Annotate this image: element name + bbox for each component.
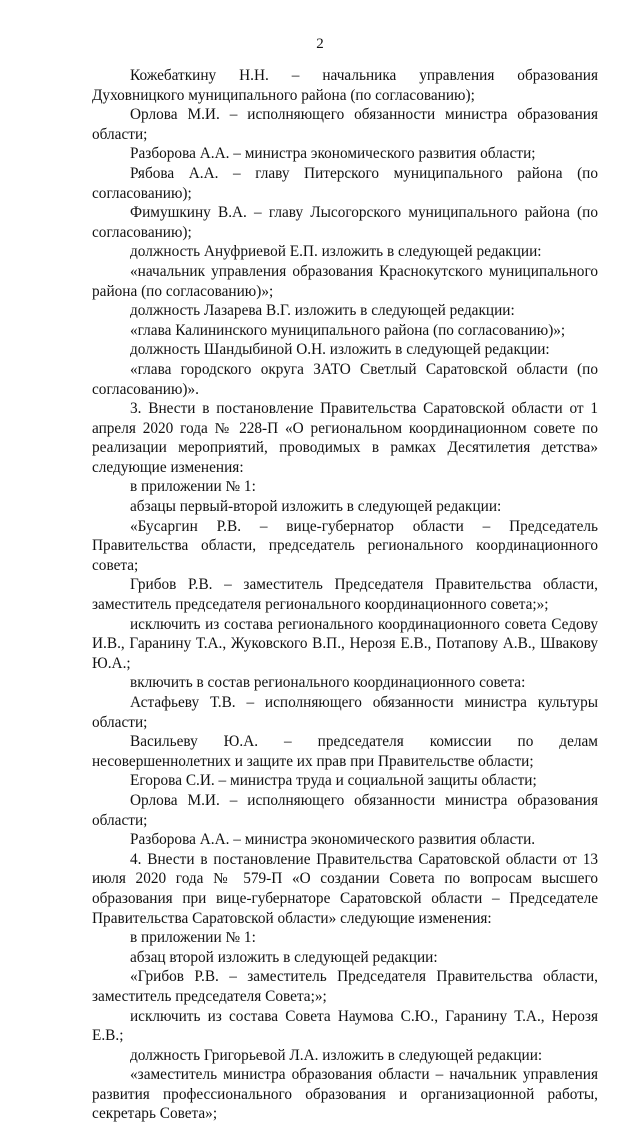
paragraph: «глава Калининского муниципального района (по согласованию)»;	[130, 321, 566, 339]
paragraph: Разборова А.А. – министра экономического развития области;	[130, 145, 536, 163]
paragraph: Разборова А.А. – министра экономического развития области.	[130, 831, 536, 849]
paragraph: «Бусаргин Р.В. – вице-губернатор области – Председатель Правительства области, председатель регионального координационного совета;	[92, 517, 598, 574]
document-body	[92, 66, 598, 1124]
paragraph: должность Ануфриевой Е.П. изложить в следующей редакции:	[130, 243, 542, 261]
paragraph: Астафьеву Т.В. – исполняющего обязанности министра культуры области;	[92, 694, 598, 731]
paragraph: Рябова А.А. – главу Питерского муниципального района (по согласованию);	[92, 164, 598, 202]
paragraph: должность Шандыбиной О.Н. изложить в следующей редакции:	[130, 341, 550, 359]
paragraph: Орлова М.И. – исполняющего обязанности министра образования области;	[92, 791, 598, 829]
paragraph: Кожебаткину Н.Н. – начальника управления образования Духовницкого муниципального района (по согласованию);	[92, 67, 598, 104]
paragraph: исключить из состава регионального координационного совета Седову И.В., Гаранину Т.А., Жуковского В.П., Нерозя Е.В., Потапову А.В., Швакову Ю.А.;	[92, 615, 598, 672]
page-number: 2	[316, 36, 324, 52]
paragraph: 4. Внести в постановление Правительства Саратовской области от 13 июля 2020 года № 579-П «О создании Совета по вопросам высшего образования при вице-губернаторе Саратовской области – Председателе Правительства Саратовской области» следующие изменения:	[92, 850, 598, 927]
paragraph: в приложении № 1:	[130, 478, 256, 496]
paragraph: должность Лазарева В.Г. изложить в следующей редакции:	[130, 302, 515, 320]
paragraph: должность Григорьевой Л.А. изложить в следующей редакции:	[130, 1046, 543, 1064]
paragraph: «Грибов Р.В. – заместитель Председателя Правительства области, заместитель председателя Совета;»;	[92, 968, 598, 1005]
paragraph: Васильеву Ю.А. – председателя комиссии по делам несовершеннолетних и защите их прав при Правительстве области;	[92, 733, 598, 770]
paragraph: исключить из состава Совета Наумова С.Ю., Гаранину Т.А., Нерозя Е.В.;	[92, 1007, 598, 1045]
paragraph: абзац второй изложить в следующей редакции:	[130, 948, 438, 966]
paragraph: «заместитель министра образования области – начальник управления развития профессионального образования и организационной работы, секретарь Совета»;	[92, 1066, 598, 1123]
paragraph: Орлова М.И. – исполняющего обязанности министра образования области;	[92, 106, 598, 143]
paragraph: Фимушкину В.А. – главу Лысогорского муниципального района (по согласованию);	[92, 204, 598, 241]
paragraph: 3. Внести в постановление Правительства Саратовской области от 1 апреля 2020 года № 228-П «О региональном координационном совете по реализации мероприятий, проводимых в рамках Десятилетия детства» следующие изменения:	[92, 400, 598, 476]
paragraph: «глава городского округа ЗАТО Светлый Саратовской области (по согласованию)».	[92, 360, 598, 398]
paragraph: абзацы первый-второй изложить в следующей редакции:	[130, 498, 502, 516]
paragraph: Грибов Р.В. – заместитель Председателя Правительства области, заместитель председателя регионального координационного совета;»;	[92, 576, 598, 614]
paragraph: «начальник управления образования Краснокутского муниципального района (по согласованию)»;	[92, 262, 598, 300]
paragraph: включить в состав регионального координационного совета:	[130, 674, 526, 692]
paragraph: Егорова С.И. – министра труда и социальной защиты области;	[130, 772, 537, 790]
paragraph: в приложении № 1:	[130, 929, 256, 947]
